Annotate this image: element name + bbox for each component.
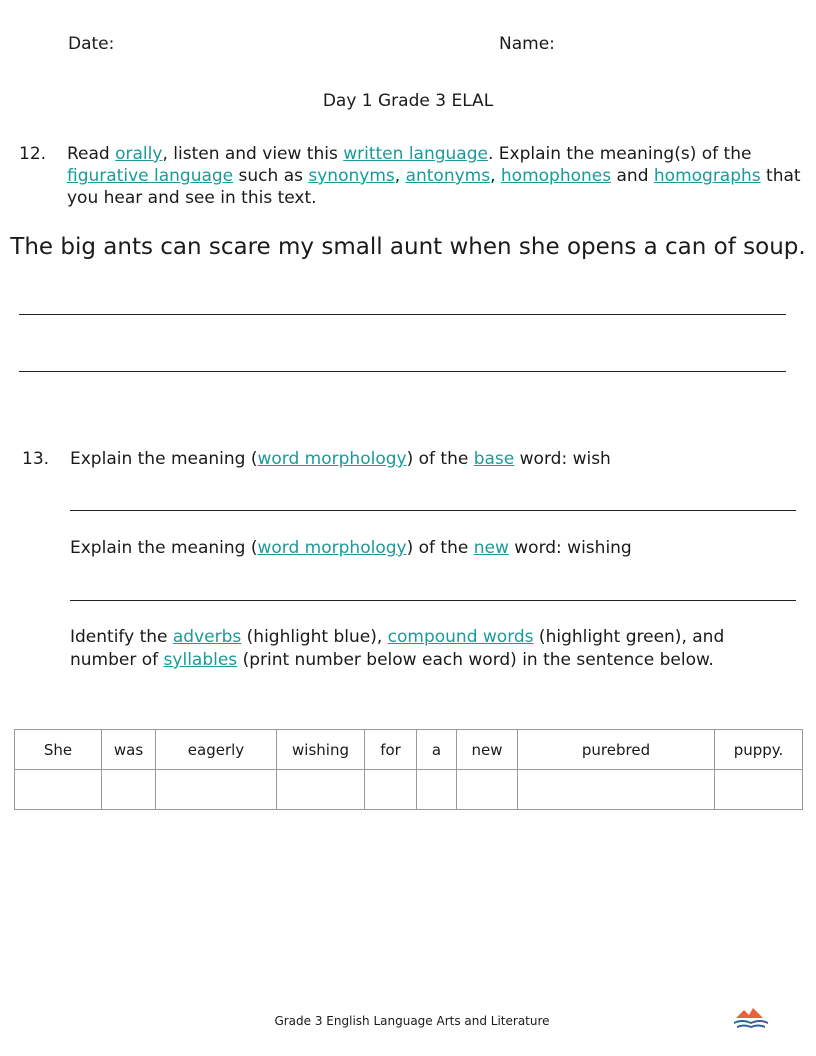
table-row-words <box>15 730 803 770</box>
link-word-morphology[interactable]: word morphology <box>257 449 407 469</box>
example-sentence: The big ants can scare my small aunt when she opens a can of soup. <box>10 234 806 260</box>
link-compound-words[interactable]: compound words <box>387 627 534 647</box>
question-13-identify-line-1: Identify the adverbs (highlight blue), compound words (highlight green), and <box>70 627 725 647</box>
question-12-line-3: you hear and see in this text. <box>67 188 317 208</box>
word-cell: eagerly <box>156 730 277 770</box>
answer-line-base-word[interactable] <box>70 510 796 511</box>
question-13-number: 13. <box>22 449 50 469</box>
question-12-line-2: figurative language such as synonyms, antonyms, homophones and homographs that <box>67 166 801 186</box>
syllable-count-cell[interactable] <box>417 770 457 810</box>
link-syllables[interactable]: syllables <box>163 650 238 670</box>
link-adverbs[interactable]: adverbs <box>172 627 242 647</box>
word-cell: wishing <box>277 730 365 770</box>
question-13-identify-line-2: number of syllables (print number below each word) in the sentence below. <box>70 650 714 670</box>
syllable-count-cell[interactable] <box>457 770 518 810</box>
word-cell: puppy. <box>715 730 803 770</box>
syllable-table <box>14 729 803 810</box>
footer-text: Grade 3 English Language Arts and Literature <box>274 1014 550 1028</box>
word-cell: was <box>102 730 156 770</box>
link-orally[interactable]: orally <box>115 144 163 164</box>
syllable-count-cell[interactable] <box>365 770 417 810</box>
link-word-morphology-2[interactable]: word morphology <box>257 538 407 558</box>
syllable-count-cell[interactable] <box>15 770 102 810</box>
link-homographs[interactable]: homographs <box>653 166 761 186</box>
link-figurative-language[interactable]: figurative language <box>67 166 234 186</box>
question-12-number: 12. <box>19 144 47 164</box>
link-antonyms[interactable]: antonyms <box>405 166 491 186</box>
book-mountain-logo-icon <box>732 1005 770 1031</box>
word-cell: for <box>365 730 417 770</box>
question-13-new-word: Explain the meaning (word morphology) of the new word: wishing <box>70 538 632 558</box>
syllable-count-cell[interactable] <box>518 770 715 810</box>
name-label: Name: <box>499 34 555 54</box>
syllable-count-cell[interactable] <box>715 770 803 810</box>
answer-line-1[interactable] <box>19 314 786 315</box>
link-written-language[interactable]: written language <box>343 144 488 164</box>
date-label: Date: <box>68 34 115 54</box>
syllable-count-cell[interactable] <box>102 770 156 810</box>
word-cell: a <box>417 730 457 770</box>
page-title: Day 1 Grade 3 ELAL <box>322 91 494 111</box>
table-row-syllable-counts <box>15 770 803 810</box>
answer-line-new-word[interactable] <box>70 600 796 601</box>
link-new[interactable]: new <box>473 538 509 558</box>
word-cell: purebred <box>518 730 715 770</box>
link-synonyms[interactable]: synonyms <box>308 166 395 186</box>
question-12-line-1: Read orally, listen and view this written language. Explain the meaning(s) of the <box>67 144 752 164</box>
question-13-base-word: Explain the meaning (word morphology) of the base word: wish <box>70 449 611 469</box>
word-cell: new <box>457 730 518 770</box>
link-homophones[interactable]: homophones <box>500 166 612 186</box>
word-cell: She <box>15 730 102 770</box>
answer-line-2[interactable] <box>19 371 786 372</box>
link-base[interactable]: base <box>473 449 515 469</box>
syllable-count-cell[interactable] <box>156 770 277 810</box>
syllable-count-cell[interactable] <box>277 770 365 810</box>
